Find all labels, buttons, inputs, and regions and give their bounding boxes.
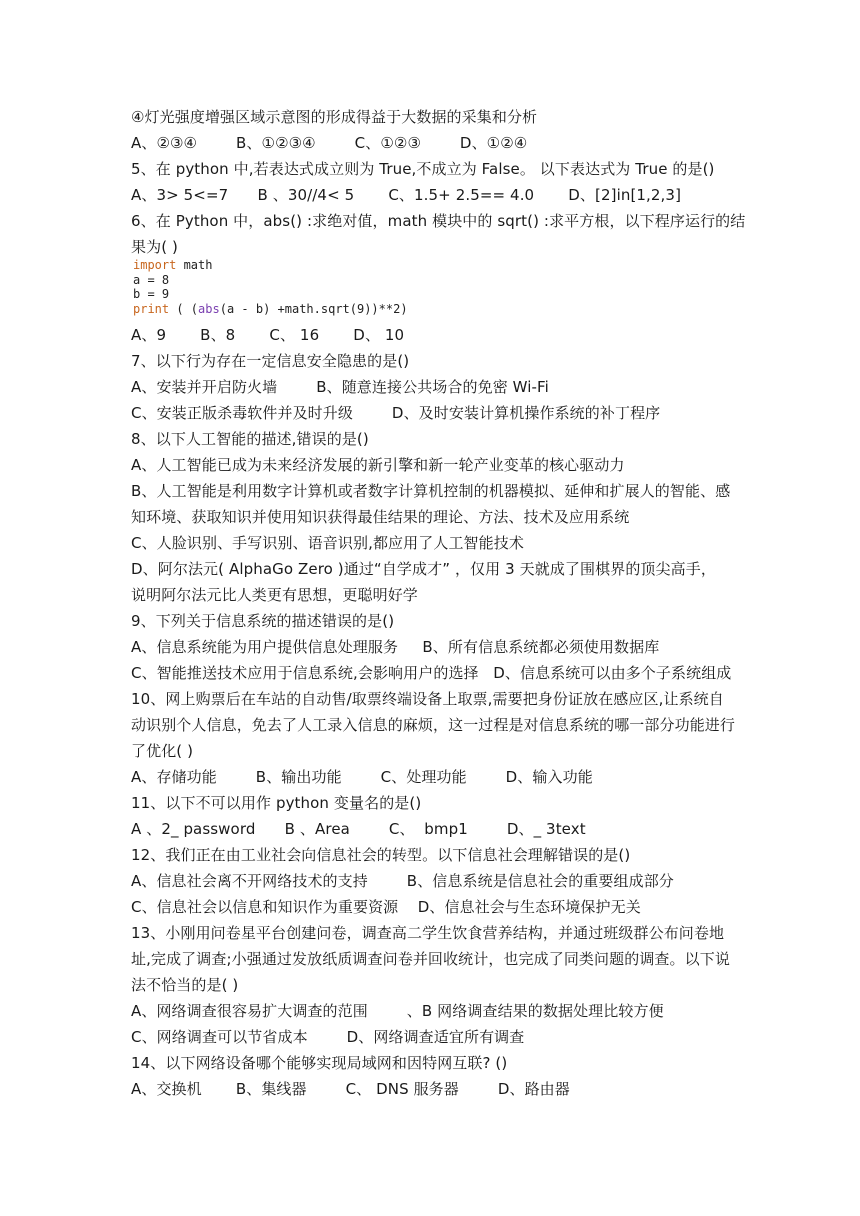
code-text: a = 8 <box>133 272 170 287</box>
question-5: 5、在 python 中,若表达式成立则为 True,不成立为 False。 以下表达式为 True 的是() <box>131 160 715 178</box>
options-line: C、信息社会以信息和知识作为重要资源 D、信息社会与生态环境保护无关 <box>131 898 641 916</box>
option-b: B、人工智能是利用数字计算机或者数字计算机控制的机器模拟、延伸和扩展人的智能、感 <box>131 482 731 500</box>
question-8: 8、以下人工智能的描述,错误的是() <box>131 430 369 448</box>
options-line: C、安装正版杀毒软件并及时升级 D、及时安装计算机操作系统的补丁程序 <box>131 404 661 422</box>
question-11: 11、以下不可以用作 python 变量名的是() <box>131 794 422 812</box>
option-c: C、人脸识别、手写识别、语音识别,都应用了人工智能技术 <box>131 534 524 552</box>
code-snippet <box>133 258 408 316</box>
code-text: math <box>176 258 213 272</box>
options-line: A、9 B、8 C、 16 D、 10 <box>131 326 405 344</box>
options-line: A、交换机 B、集线器 C、 DNS 服务器 D、路由器 <box>131 1080 570 1098</box>
code-text: b = 9 <box>133 287 170 301</box>
question-10: 10、网上购票后在车站的自动售/取票终端设备上取票,需要把身份证放在感应区,让系统自 <box>131 690 724 708</box>
text-line: ④灯光强度增强区域示意图的形成得益于大数据的采集和分析 <box>131 108 538 126</box>
text-line: 知环境、获取知识并使用知识获得最佳结果的理论、方法、技术及应用系统 <box>131 508 630 526</box>
options-line: A、信息社会离不开网络技术的支持 B、信息系统是信息社会的重要组成部分 <box>131 872 674 890</box>
text-line: 说明阿尔法元比人类更有思想，更聪明好学 <box>131 586 418 604</box>
text-line: 址,完成了调查;小强通过发放纸质调查问卷并回收统计，也完成了同类问题的调查。以下说 <box>131 950 730 968</box>
text-line: 了优化( ) <box>131 742 194 760</box>
options-line: A、网络调查很容易扩大调查的范围 、B 网络调查结果的数据处理比较方便 <box>131 1002 664 1020</box>
option-d: D、阿尔法元( AlphaGo Zero )通过“自学成才” ，仅用 3 天就成了围棋界的顶尖高手， <box>131 560 716 578</box>
options-line: C、智能推送技术应用于信息系统,会影响用户的选择 D、信息系统可以由多个子系统组成 <box>131 664 732 682</box>
question-12: 12、我们正在由工业社会向信息社会的转型。以下信息社会理解错误的是() <box>131 846 631 864</box>
question-6: 6、在 Python 中，abs() :求绝对值，math 模块中的 sqrt() :求平方根，以下程序运行的结 <box>131 212 746 230</box>
options-line: A、存储功能 B、输出功能 C、处理功能 D、输入功能 <box>131 768 593 786</box>
question-13: 13、小刚用问卷星平台创建问卷，调查高二学生饮食营养结构，并通过班级群公布问卷地 <box>131 924 725 942</box>
code-function: abs <box>198 301 220 316</box>
code-text: (a - b) +math.sqrt(9))**2) <box>219 301 408 316</box>
question-9: 9、下列关于信息系统的描述错误的是() <box>131 612 395 630</box>
options-line: A 、2_ password B 、Area C、 bmp1 D、_ 3text <box>131 820 586 838</box>
options-line: A、信息系统能为用户提供信息处理服务 B、所有信息系统都必须使用数据库 <box>131 638 660 656</box>
options-line: A、3> 5<=7 B 、30//4< 5 C、1.5+ 2.5== 4.0 D、[2]in[1,2,3] <box>131 186 682 204</box>
question-7: 7、以下行为存在一定信息安全隐患的是() <box>131 352 410 370</box>
code-keyword: import <box>133 258 177 272</box>
option-a: A、人工智能已成为未来经济发展的新引擎和新一轮产业变革的核心驱动力 <box>131 456 625 474</box>
text-line: 果为( ) <box>131 238 178 256</box>
text-line: 动识别个人信息，免去了人工录入信息的麻烦，这一过程是对信息系统的哪一部分功能进行 <box>131 716 736 734</box>
code-keyword: print <box>133 301 170 316</box>
question-14: 14、以下网络设备哪个能够实现局域网和因特网互联? () <box>131 1054 508 1072</box>
options-line: A、②③④ B、①②③④ C、①②③ D、①②④ <box>131 134 528 152</box>
options-line: C、网络调查可以节省成本 D、网络调查适宜所有调查 <box>131 1028 525 1046</box>
text-line: 法不恰当的是( ) <box>131 976 239 994</box>
options-line: A、安装并开启防火墙 B、随意连接公共场合的免密 Wi-Fi <box>131 378 549 396</box>
code-text: ( ( <box>169 301 199 316</box>
